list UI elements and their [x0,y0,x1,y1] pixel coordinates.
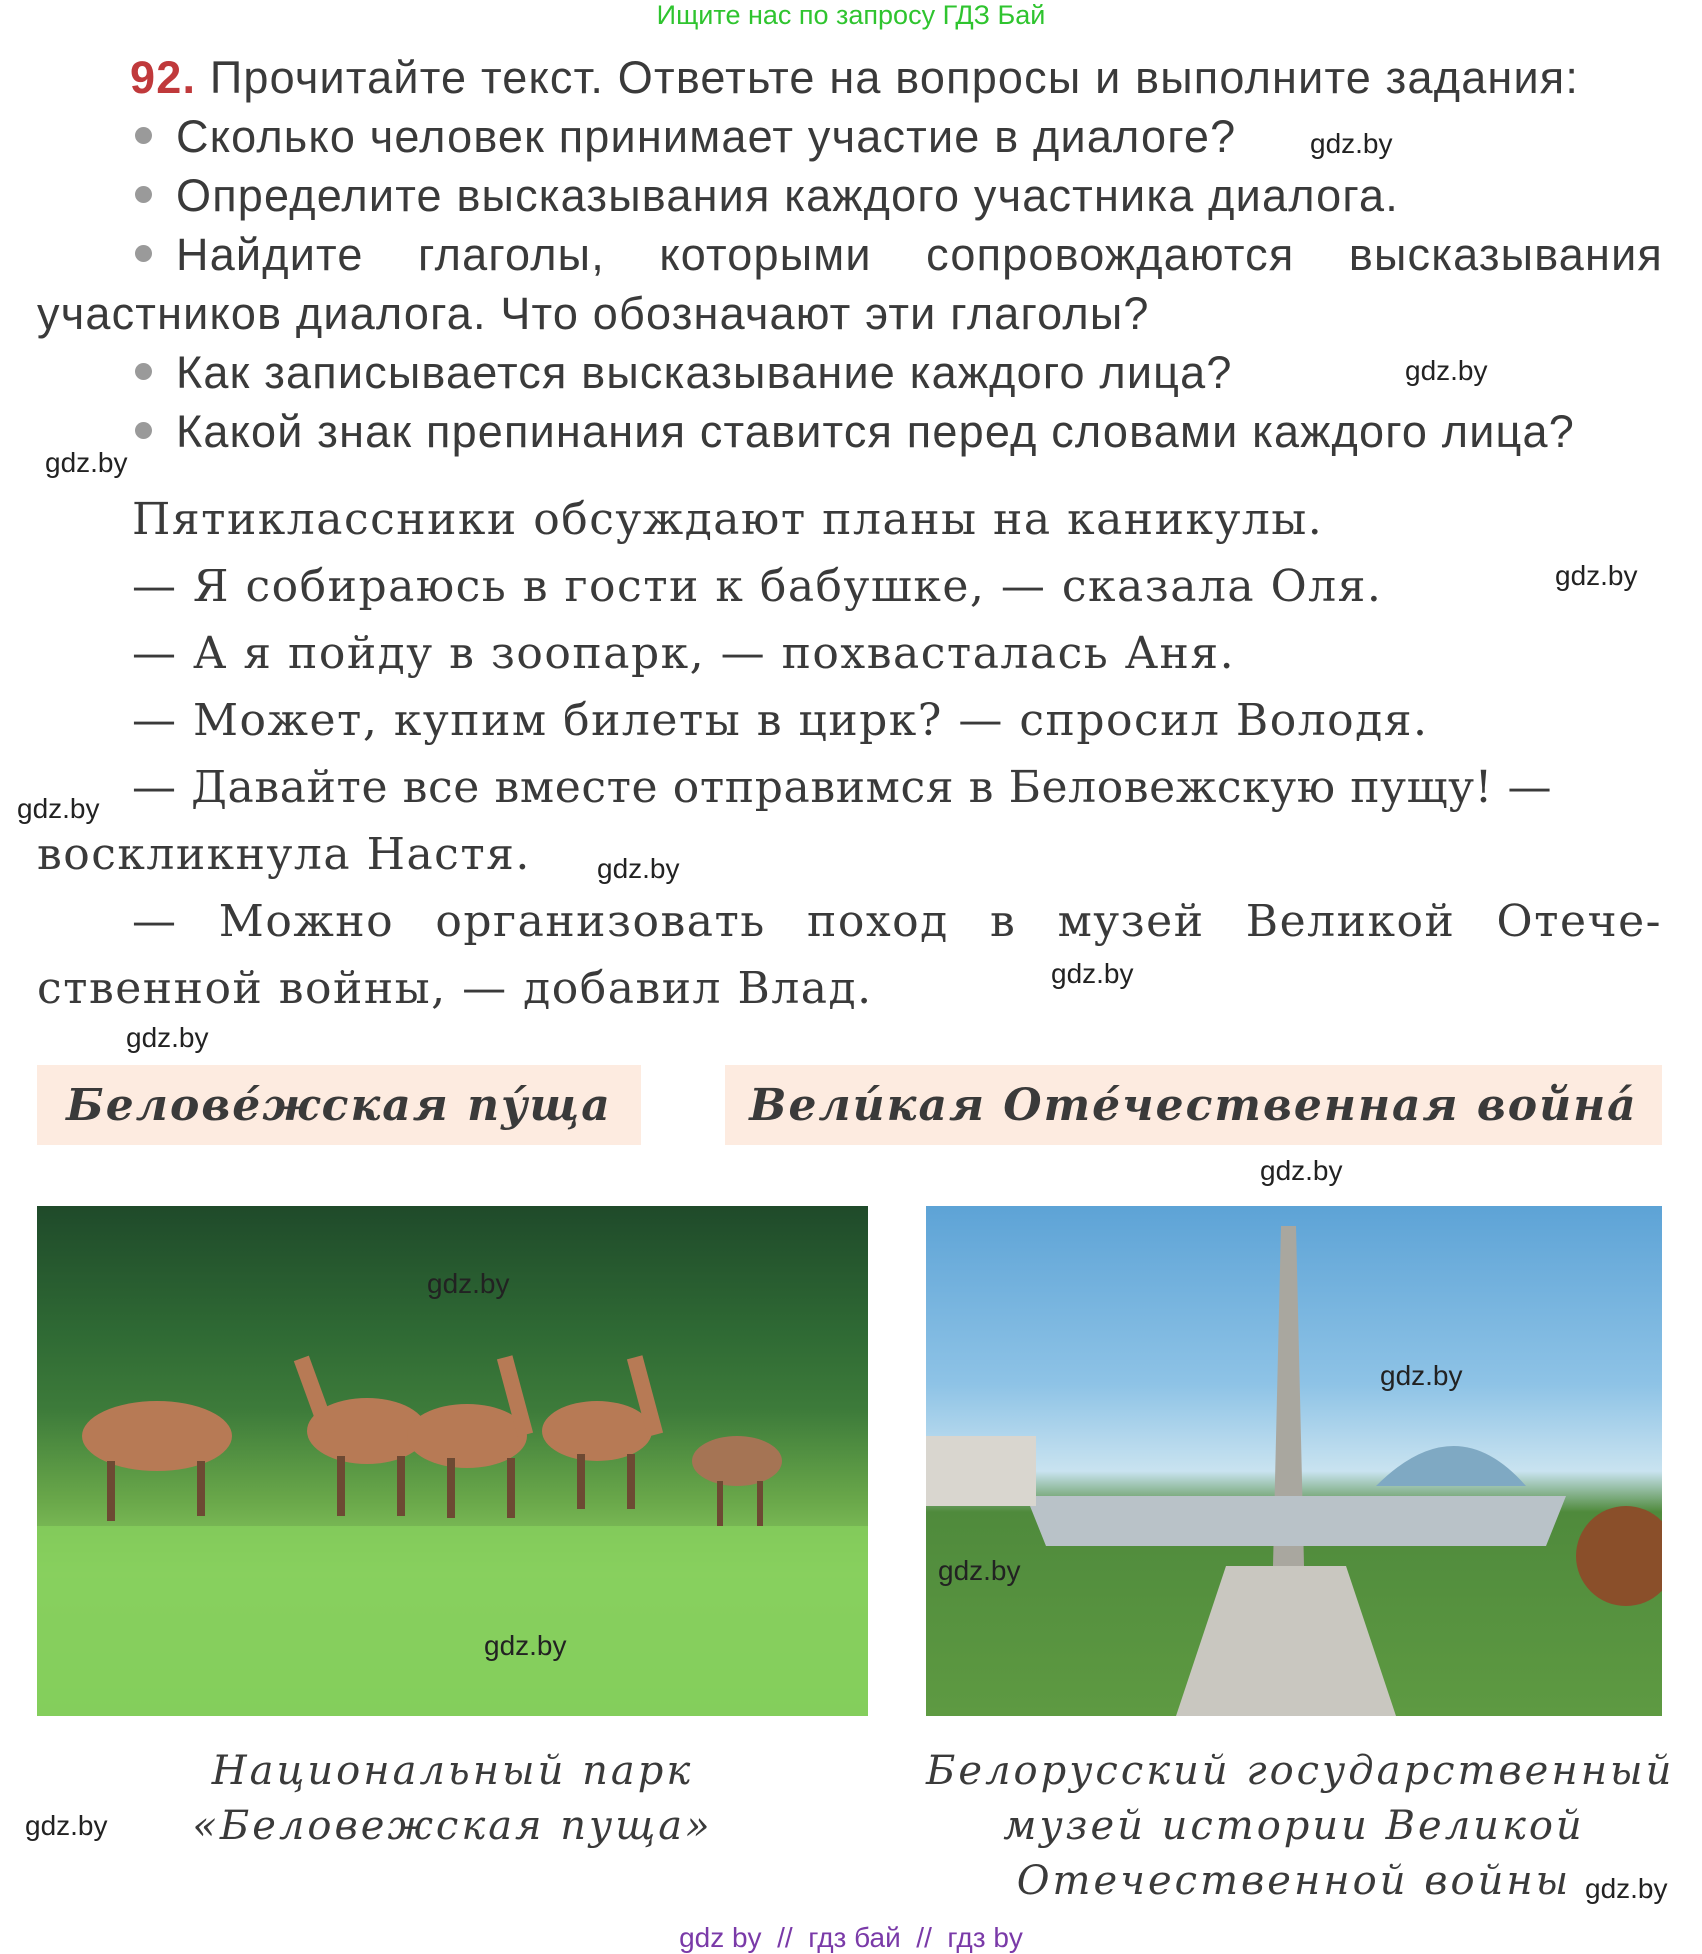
bullet-text: Найдите глаголы, которыми сопровождаются высказывания [176,229,1663,280]
watermark: gdz.by [1405,355,1488,386]
bullet-icon [135,127,152,144]
bullet-icon [135,186,152,203]
dialogue-line: воскликнула Настя. [37,829,531,880]
label-text: Вели́кая Оте́чественная войнá [749,1079,1638,1131]
bullet-continuation: участников диалога. Что обозначают эти глаголы? [37,288,1150,339]
dialogue-line: — Давайте все вместе отправимся в Беловежскую пущу! — [132,762,1553,813]
watermark: gdz.by [45,447,128,478]
bullet-item [135,347,1233,399]
caption-line: «Беловежская пуща» [192,1803,713,1849]
bullet-item [135,111,1236,163]
watermark: gdz.by [427,1268,510,1299]
caption-line: музей истории Великой [1003,1803,1585,1849]
photo-war-museum [926,1206,1662,1716]
watermark: gdz.by [1380,1360,1463,1391]
bullet-text: Сколько человек принимает участие в диалоге? [176,111,1237,162]
dialogue-line: ственной войны, — добавил Влад. [37,963,873,1014]
caption-line: Национальный парк [211,1748,694,1794]
watermark: gdz.by [938,1555,1021,1586]
dialogue-line: — Может, купим билеты в цирк? — спросил Володя. [132,695,1429,746]
bullet-icon [135,363,152,380]
dialogue-line: — Я собираюсь в гости к бабушке, — сказала Оля. [132,561,1383,612]
bullet-text: Как записывается высказывание каждого лица? [176,347,1233,398]
watermark: gdz.by [1585,1873,1668,1904]
footer-links: gdz by // гдз бай // гдз by [679,1922,1023,1953]
dialogue-line: Пятиклассники обсуждают планы на каникулы. [132,494,1324,545]
watermark: gdz.by [1310,128,1393,159]
caption-line: Отечественной войны [1016,1858,1572,1904]
watermark: gdz.by [484,1630,567,1661]
bullet-icon [135,422,152,439]
exercise-number: 92. [130,52,197,103]
bullet-text: Какой знак препинания ставится перед словами каждого лица? [176,406,1575,457]
watermark: gdz.by [1555,560,1638,591]
dialogue-line: — Можно организовать поход в музей Великой Отече- [132,896,1662,947]
bullet-item [135,406,1575,458]
label-text: Белове́жская пу́ща [66,1079,612,1131]
bullet-icon [135,245,152,262]
bullet-text: Определите высказывания каждого участника диалога. [176,170,1399,221]
caption-right [926,1744,1675,1909]
watermark: gdz.by [1260,1155,1343,1186]
museum-illustration [926,1206,1662,1716]
label-belovezhskaya-pushcha [37,1065,641,1145]
bullet-item [135,229,1663,281]
watermark: gdz.by [25,1810,108,1841]
watermark: gdz.by [126,1022,209,1053]
label-great-patriotic-war [725,1065,1662,1145]
caption-line: Белорусский государственный [926,1748,1675,1794]
watermark: gdz.by [17,793,100,824]
exercise-heading [130,52,1579,104]
search-hint: Ищите нас по запросу ГДЗ Бай [656,0,1046,30]
bullet-item [135,170,1399,222]
caption-left [37,1744,868,1854]
watermark: gdz.by [597,853,680,884]
dialogue-line: — А я пойду в зоопарк, — похвасталась Аня. [132,628,1236,679]
watermark: gdz.by [1051,958,1134,989]
exercise-instruction: Прочитайте текст. Ответьте на вопросы и выполните задания: [209,52,1580,103]
